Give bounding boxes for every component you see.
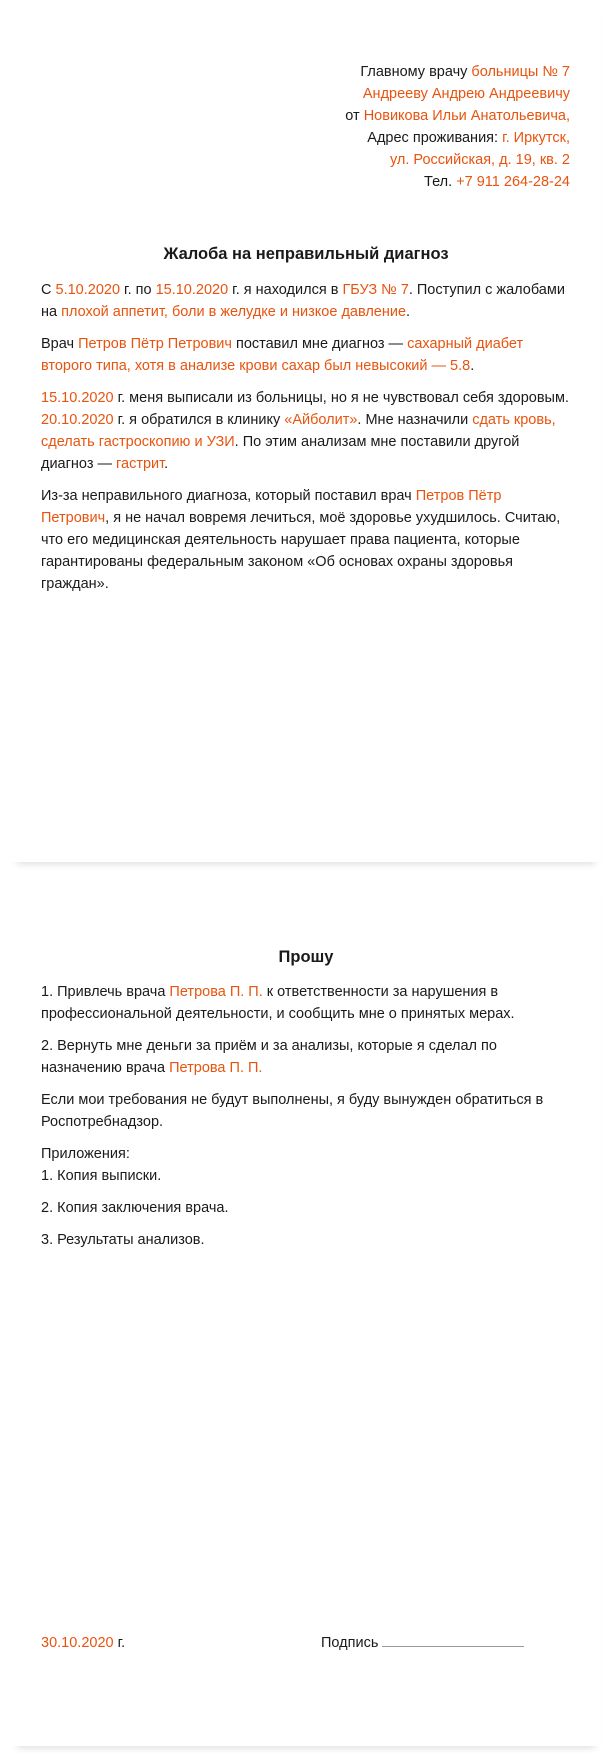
paragraph-stay: С 5.10.2020 г. по 15.10.2020 г. я находился в ГБУЗ № 7. Поступил с жалобами на плохой аппетит, боли в желудке и низкое давление.: [41, 282, 565, 320]
addressee-header: [345, 61, 570, 193]
paragraph-diagnosis: Врач Петров Пётр Петрович поставил мне диагноз — сахарный диабет второго типа, хотя в анализе крови сахар был невысокий — 5.8.: [41, 336, 524, 374]
document-date: 30.10.2020 г.: [41, 1635, 126, 1651]
paragraph-discharge: 15.10.2020 г. меня выписали из больницы, но я не чувствовал себя здоровым. 20.10.2020 г. я обратился в клинику «Айболит». Мне назначили сдать кровь, сделать гастроскопию и УЗИ. По этим анализам мне поставили другой диагноз — гастрит.: [41, 390, 569, 472]
request-item-1: 1. Привлечь врача Петрова П. П. к ответственности за нарушения в профессиональной деятельности, и сообщить мне о принятых мерах.: [41, 984, 515, 1022]
header-line-phone: Тел. +7 911 264-28-24: [424, 174, 570, 190]
complaint-body: [41, 279, 571, 605]
hospital-name: больницы № 7: [471, 64, 570, 80]
attachments-label: Приложения:: [41, 1146, 130, 1162]
header-line-recipient: Главному врачу больницы № 7: [360, 64, 570, 80]
paragraph-consequences: Из-за неправильного диагноза, который поставил врач Петров Пётр Петрович, я не начал вовремя лечиться, моё здоровье ухудшилось. Считаю, что его медицинская деятельность нарушает права пациента, которые гарантированы федеральным законом «Об основах охраны здоровья граждан».: [41, 488, 561, 592]
address-street: ул. Российская, д. 19, кв. 2: [389, 152, 570, 168]
attachment-item: 2. Копия заключения врача.: [41, 1200, 229, 1216]
signature-block: [321, 1635, 524, 1651]
address-city: г. Иркутск,: [502, 130, 570, 146]
request-body: [41, 981, 571, 1261]
signature-label: Подпись: [321, 1635, 379, 1651]
document-page-1: [12, 0, 600, 862]
header-line-sender: от Новикова Ильи Анатольевича,: [345, 108, 570, 124]
chief-doctor-name: Андрееву Андрею Андреевичу: [362, 86, 570, 102]
document-page-2: [12, 882, 600, 1746]
sender-name: Новикова Ильи Анатольевича,: [363, 108, 570, 124]
request-title: Прошу: [278, 948, 334, 966]
phone-number: +7 911 264-28-24: [456, 174, 570, 190]
complaint-title: Жалоба на неправильный диагноз: [163, 245, 449, 263]
request-warning: Если мои требования не будут выполнены, я буду вынужден обратиться в Роспотребнадзор.: [41, 1092, 544, 1130]
request-item-2: 2. Вернуть мне деньги за приём и за анализы, которые я сделал по назначению врача Петрова П. П.: [41, 1038, 497, 1076]
attachment-item: 1. Копия выписки.: [41, 1168, 162, 1184]
attachment-item: 3. Результаты анализов.: [41, 1232, 205, 1248]
signature-line: [382, 1646, 524, 1647]
header-line-address: Адрес проживания: г. Иркутск,: [367, 130, 570, 146]
header-line-recipient-name: [345, 83, 570, 105]
header-line-street: [345, 149, 570, 171]
